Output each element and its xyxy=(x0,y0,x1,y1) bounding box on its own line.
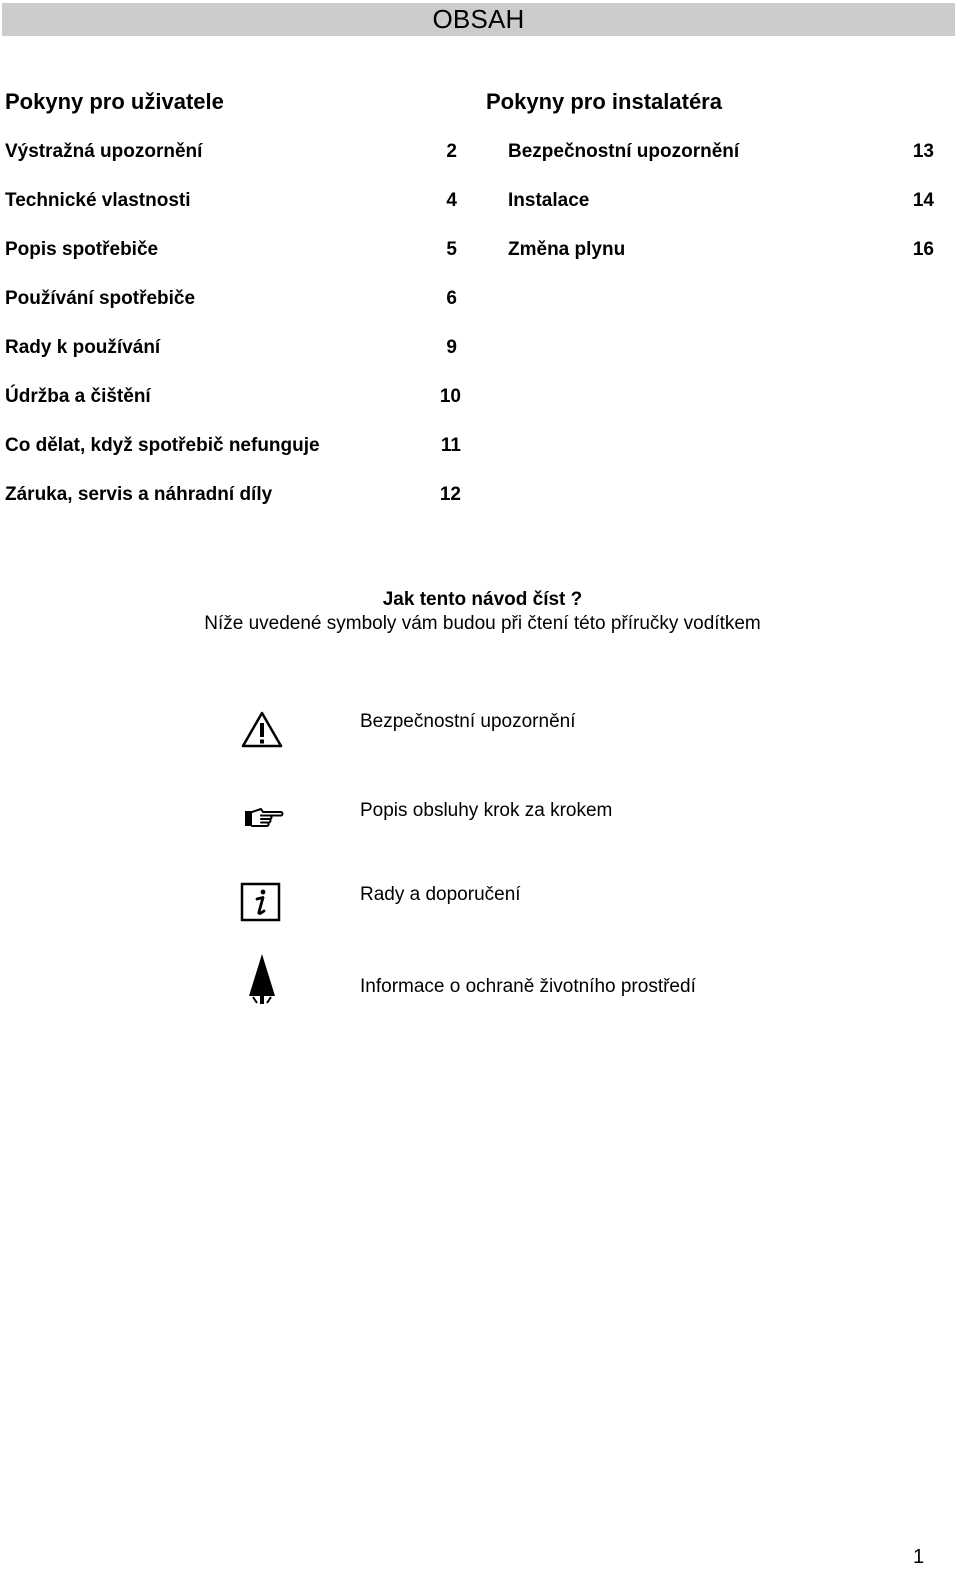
legend-tips-text: Rady a doporučení xyxy=(360,884,521,905)
toc-row[interactable] xyxy=(5,337,457,386)
toc-row[interactable] xyxy=(5,484,461,533)
toc-row[interactable] xyxy=(5,386,461,435)
toc-row[interactable] xyxy=(508,239,934,288)
toc-label: Změna plynu xyxy=(508,239,626,260)
toc-label: Popis spotřebiče xyxy=(5,239,159,260)
legend-environment-text: Informace o ochraně životního prostředí xyxy=(360,976,696,997)
page-title: OBSAH xyxy=(432,4,525,34)
toc-row[interactable] xyxy=(5,239,457,288)
legend-steps-text: Popis obsluhy krok za krokem xyxy=(360,800,613,821)
toc-row[interactable] xyxy=(508,141,934,190)
toc-page: 2 xyxy=(446,141,457,162)
toc-row[interactable] xyxy=(5,288,457,337)
toc-page: 4 xyxy=(446,190,457,211)
toc-page: 9 xyxy=(446,337,457,358)
toc-label: Používání spotřebiče xyxy=(5,288,196,309)
toc-page: 6 xyxy=(446,288,457,309)
page-number: 1 xyxy=(913,1546,925,1568)
toc-page: 13 xyxy=(912,141,934,162)
toc-label: Rady k používání xyxy=(5,337,161,358)
toc-page: 10 xyxy=(439,386,461,407)
toc-page: 11 xyxy=(440,435,461,456)
toc-page: 5 xyxy=(446,239,457,260)
howto-text: Níže uvedené symboly vám budou při čtení této příručky vodítkem xyxy=(204,613,761,634)
toc-page: 16 xyxy=(912,239,934,260)
toc-page: 12 xyxy=(439,484,461,505)
tree-icon xyxy=(247,953,277,1005)
user-section-heading: Pokyny pro uživatele xyxy=(5,89,224,114)
title-bar xyxy=(2,3,955,36)
installer-toc xyxy=(508,141,934,288)
legend-warning-text: Bezpečnostní upozornění xyxy=(360,711,576,732)
toc-label: Technické vlastnosti xyxy=(5,190,191,211)
toc-label: Bezpečnostní upozornění xyxy=(508,141,740,162)
toc-label: Instalace xyxy=(508,190,590,211)
toc-row[interactable] xyxy=(508,190,934,239)
toc-row[interactable] xyxy=(5,435,461,484)
pointing-hand-icon xyxy=(243,803,285,831)
toc-label: Údržba a čištění xyxy=(5,386,151,407)
toc-label: Záruka, servis a náhradní díly xyxy=(5,484,273,505)
toc-label: Výstražná upozornění xyxy=(5,141,203,162)
user-toc xyxy=(5,141,461,533)
toc-row[interactable] xyxy=(5,141,457,190)
toc-row[interactable] xyxy=(5,190,457,239)
toc-label: Co dělat, když spotřebič nefunguje xyxy=(5,435,320,456)
installer-section-heading: Pokyny pro instalatéra xyxy=(486,89,722,114)
howto-title: Jak tento návod číst ? xyxy=(382,589,583,610)
info-box-icon xyxy=(240,882,282,922)
toc-page: 14 xyxy=(912,190,934,211)
warning-triangle-icon xyxy=(240,710,284,750)
